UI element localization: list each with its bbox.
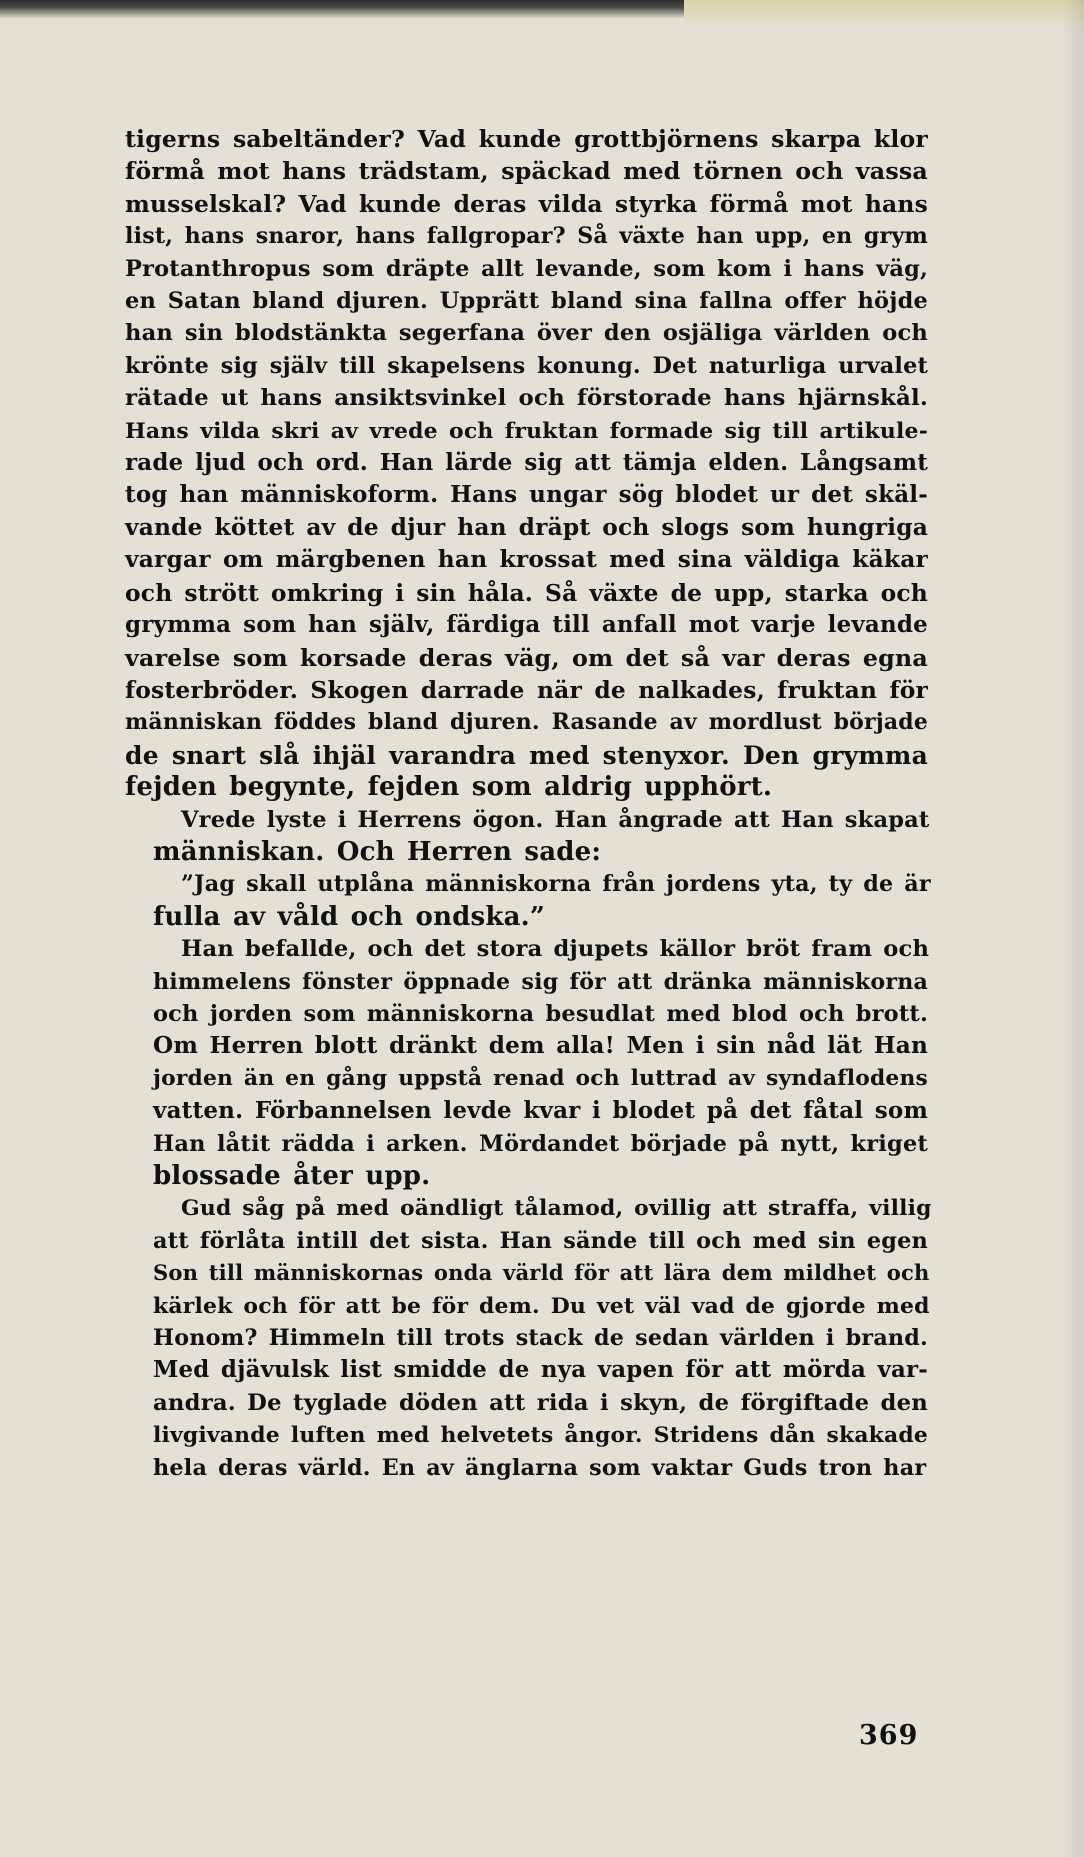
text-line: Om Herren blott dränkt dem alla! Men i sin nåd lät Han	[153, 1032, 928, 1060]
text-line: kärlek och för att be för dem. Du vet väl vad de gjorde med	[153, 1292, 930, 1319]
text-line: att förlåta intill det sista. Han sände till och med sin egen	[153, 1227, 928, 1254]
text-line: Han befallde, och det stora djupets källor bröt fram och	[181, 936, 930, 963]
text-line: jorden än en gång uppstå renad och luttrad av syndaflodens	[153, 1065, 928, 1091]
text-line: Gud såg på med oändligt tålamod, ovillig att straffa, villig	[181, 1195, 932, 1222]
text-line: förmå mot hans trädstam, späckad med törnen och vassa	[125, 157, 928, 186]
page-number: 369	[859, 1720, 919, 1751]
text-line: hela deras värld. En av änglarna som vaktar Guds tron har	[153, 1454, 927, 1481]
text-line: fejden begynte, fejden som aldrig upphört.	[125, 772, 773, 803]
text-line: människan. Och Herren sade:	[153, 836, 602, 867]
text-line: tigerns sabeltänder? Vad kunde grottbjörnens skarpa klor	[125, 125, 928, 153]
page-right-edge-shadow	[1062, 0, 1084, 1857]
paragraph	[125, 933, 928, 1192]
text-line: han sin blodstänkta segerfana över den osjäliga världen och	[125, 320, 928, 347]
text-line: vatten. Förbannelsen levde kvar i blodet på det fåtal som	[153, 1097, 928, 1125]
text-line: ”Jag skall utplåna människorna från jordens yta, ty de är	[181, 871, 931, 898]
text-line: en Satan bland djuren. Upprätt bland sina fallna offer höjde	[125, 288, 928, 315]
body-text	[125, 123, 932, 1484]
text-line: de snart slå ihjäl varandra med stenyxor. Den grymma	[125, 739, 928, 770]
text-line: Han låtit rädda i arken. Mördandet började på nytt, kriget	[153, 1130, 928, 1157]
text-line: Med djävulsk list smidde de nya vapen för att mörda var-	[153, 1357, 928, 1384]
text-line: tog han människoform. Hans ungar sög blodet ur det skäl-	[125, 481, 928, 509]
text-line: blossade åter upp.	[153, 1161, 431, 1191]
paragraph	[125, 804, 928, 869]
text-line: Son till människornas onda värld för att lära dem mildhet och	[153, 1260, 930, 1286]
text-line: och strött omkring i sin håla. Så växte de upp, starka och	[125, 578, 928, 607]
page-top-edge	[684, 0, 1084, 26]
text-line: fosterbröder. Skogen darrade när de nalkades, fruktan för	[125, 675, 928, 704]
text-line: list, hans snaror, hans fallgropar? Så växte han upp, en grym	[125, 223, 928, 250]
text-line: Honom? Himmeln till trots stack de sedan världen i brand.	[153, 1325, 928, 1352]
paragraph	[125, 1192, 932, 1484]
text-line: människan föddes bland djuren. Rasande av mordlust började	[125, 709, 928, 736]
text-line: Protanthropus som dräpte allt levande, som kom i hans väg,	[125, 255, 928, 282]
text-line: vargar om märgbenen han krossat med sina väldiga käkar	[125, 546, 928, 574]
text-line: livgivande luften med helvetets ångor. Stridens dån skakade	[153, 1422, 928, 1449]
text-line: rätade ut hans ansiktsvinkel och förstorade hans hjärnskål.	[125, 385, 928, 412]
text-line: himmelens fönster öppnade sig för att dränka människorna	[153, 968, 928, 995]
text-line: grymma som han själv, färdiga till anfall mot varje levande	[125, 611, 928, 639]
text-line: andra. De tyglade döden att rida i skyn, de förgiftade den	[153, 1389, 928, 1416]
paragraph	[125, 123, 928, 804]
text-line: krönte sig själv till skapelsens konung. Det naturliga urvalet	[125, 352, 928, 379]
paragraph	[125, 868, 931, 933]
text-line: varelse som korsade deras väg, om det så var deras egna	[125, 643, 928, 672]
text-line: vande köttet av de djur han dräpt och slogs som hungriga	[125, 513, 928, 541]
text-line: och jorden som människorna besudlat med blod och brott.	[153, 1000, 928, 1027]
text-line: Vrede lyste i Herrens ögon. Han ångrade att Han skapat	[181, 806, 930, 833]
text-line: musselskal? Vad kunde deras vilda styrka förmå mot hans	[125, 189, 928, 218]
text-line: fulla av våld och ondska.”	[153, 901, 546, 932]
text-line: rade ljud och ord. Han lärde sig att tämja elden. Långsamt	[125, 449, 928, 477]
text-line: Hans vilda skri av vrede och fruktan formade sig till artikule-	[125, 417, 928, 444]
